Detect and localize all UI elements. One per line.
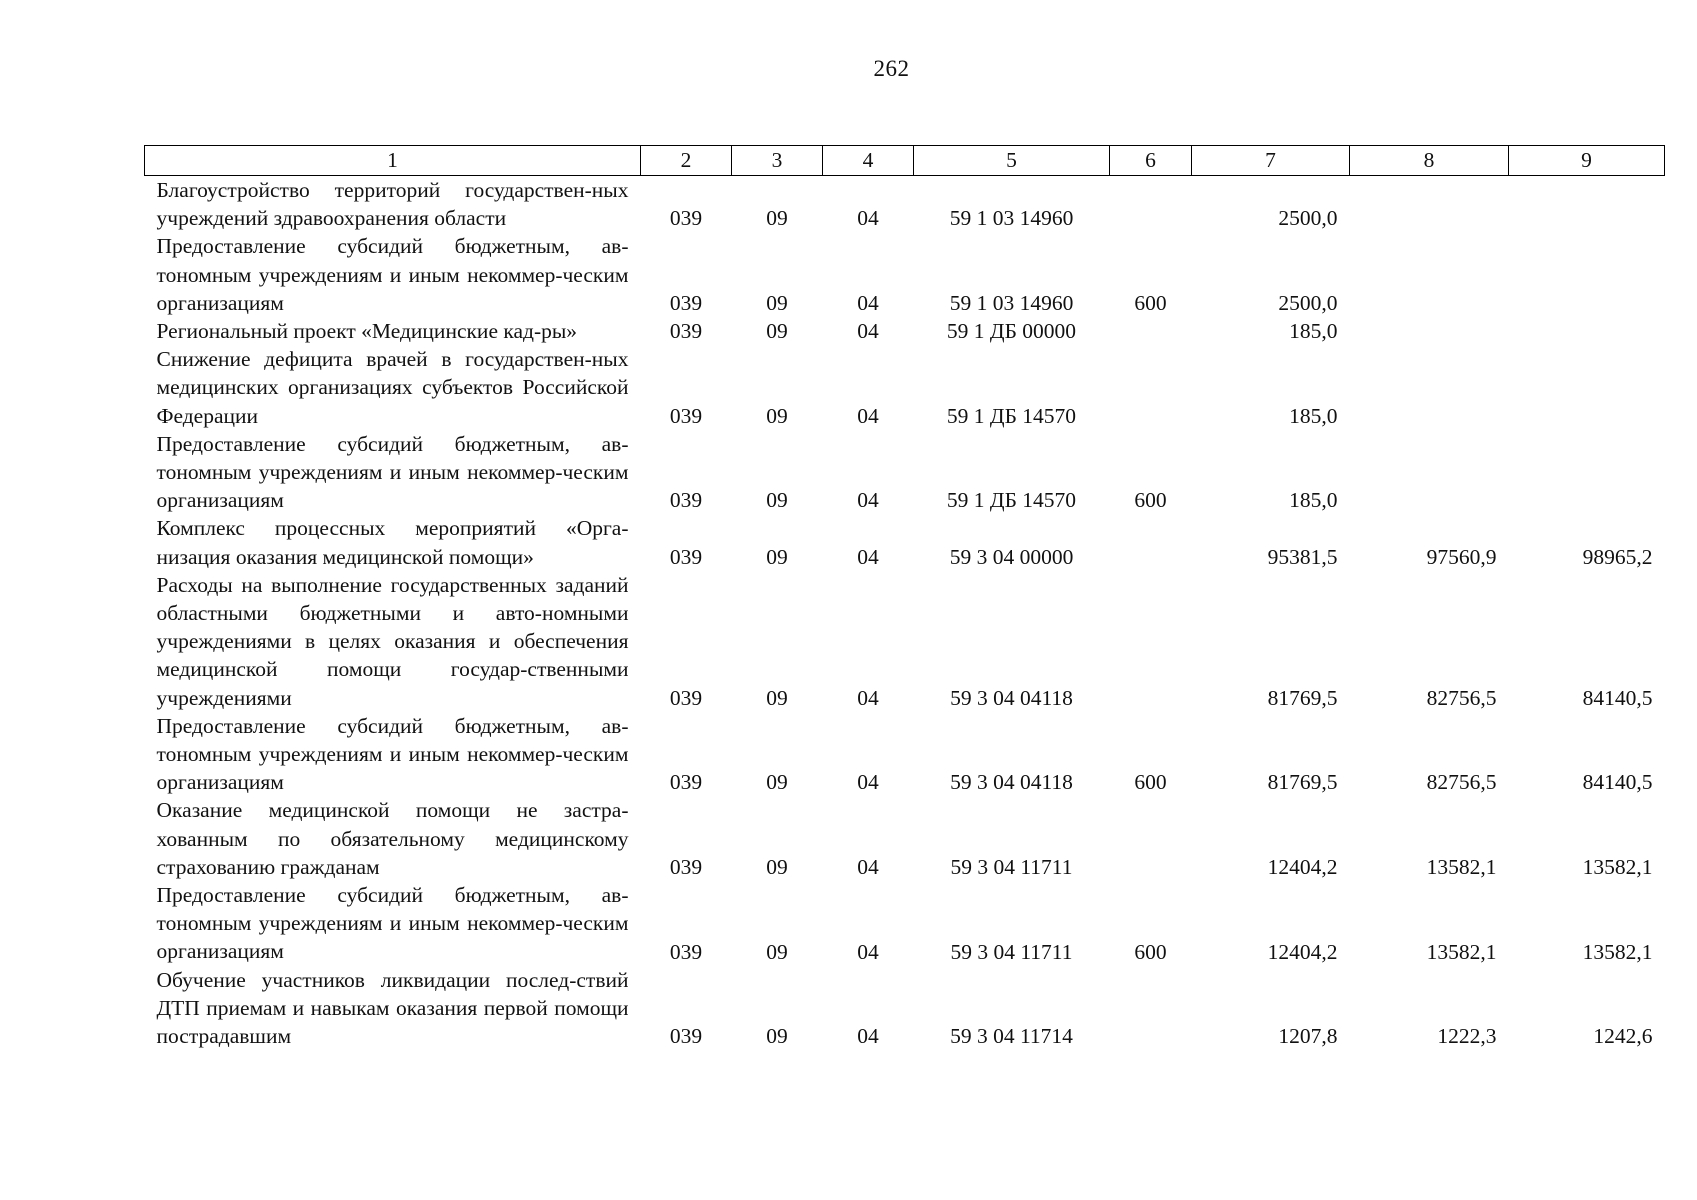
- table-row: [145, 430, 1665, 515]
- ministry-code: 039: [669, 939, 703, 964]
- expense-type-code: [1110, 966, 1192, 1051]
- amount-year-1: 185,0: [1289, 319, 1338, 344]
- target-article-code: 59 3 04 00000: [949, 544, 1074, 569]
- expense-type-code: 600: [1134, 770, 1167, 795]
- target-article-code: 59 3 04 11711: [950, 939, 1073, 964]
- section-code: 09: [766, 544, 788, 569]
- expense-type-code: 600: [1134, 291, 1167, 316]
- amount-year-3: 13582,1: [1582, 855, 1653, 880]
- table-row: [145, 796, 1665, 881]
- table-row: [145, 514, 1665, 570]
- amount-year-1: 81769,5: [1267, 685, 1338, 710]
- ministry-code: 039: [669, 319, 703, 344]
- amount-year-3: 84140,5: [1582, 685, 1653, 710]
- amount-year-2: [1350, 176, 1509, 233]
- amount-year-2: 13582,1: [1426, 939, 1497, 964]
- table-row: [145, 571, 1665, 712]
- ministry-code: 039: [669, 1024, 703, 1049]
- amount-year-1: 95381,5: [1267, 544, 1338, 569]
- amount-year-1: 2500,0: [1278, 206, 1338, 231]
- target-article-code: 59 1 ДБ 14570: [946, 488, 1077, 513]
- column-header-5: 5: [914, 146, 1110, 176]
- expense-type-code: [1110, 571, 1192, 712]
- expense-name: Обучение участников ликвидации послед-ствий ДТП приемам и навыкам оказания первой помощи пострадавшим: [156, 967, 629, 1049]
- table-row: [145, 232, 1665, 317]
- amount-year-2: [1350, 430, 1509, 515]
- target-article-code: 59 1 03 14960: [949, 291, 1074, 316]
- ministry-code: 039: [669, 855, 703, 880]
- table-row: [145, 317, 1665, 345]
- amount-year-3: 13582,1: [1582, 939, 1653, 964]
- section-code: 09: [766, 855, 788, 880]
- subsection-code: 04: [857, 939, 879, 964]
- expense-name: Комплекс процессных мероприятий «Орга-низация оказания медицинской помощи»: [156, 516, 629, 569]
- expense-type-code: [1110, 796, 1192, 881]
- amount-year-3: [1509, 232, 1665, 317]
- target-article-code: 59 1 ДБ 14570: [946, 403, 1077, 428]
- table-row: [145, 345, 1665, 430]
- column-header-4: 4: [823, 146, 914, 176]
- section-code: 09: [766, 291, 788, 316]
- expense-type-code: 600: [1134, 939, 1167, 964]
- table-row: [145, 712, 1665, 797]
- subsection-code: 04: [857, 685, 879, 710]
- section-code: 09: [766, 488, 788, 513]
- amount-year-3: [1509, 345, 1665, 430]
- expense-name: Предоставление субсидий бюджетным, ав-тономным учреждениям и иным некоммер-ческим организациям: [156, 431, 629, 513]
- expense-name: Расходы на выполнение государственных заданий областными бюджетными и авто-номными учреждениями в целях оказания и обеспечения медицинской помощи государ-ственными учреждениями: [156, 572, 629, 710]
- column-header-3: 3: [732, 146, 823, 176]
- amount-year-1: 81769,5: [1267, 770, 1338, 795]
- target-article-code: 59 1 03 14960: [949, 206, 1074, 231]
- table-row: [145, 966, 1665, 1051]
- expense-name: Предоставление субсидий бюджетным, ав-тономным учреждениям и иным некоммер-ческим организациям: [156, 713, 629, 795]
- expense-name: Благоустройство территорий государствен-ных учреждений здравоохранения области: [156, 178, 629, 231]
- amount-year-1: 12404,2: [1267, 855, 1338, 880]
- table-body: [145, 176, 1665, 1051]
- section-code: 09: [766, 685, 788, 710]
- subsection-code: 04: [857, 291, 879, 316]
- section-code: 09: [766, 939, 788, 964]
- budget-table: [144, 145, 1665, 1050]
- subsection-code: 04: [857, 206, 879, 231]
- amount-year-2: [1350, 232, 1509, 317]
- target-article-code: 59 3 04 04118: [950, 685, 1073, 710]
- amount-year-2: 13582,1: [1426, 855, 1497, 880]
- section-code: 09: [766, 770, 788, 795]
- column-header-8: 8: [1350, 146, 1509, 176]
- table-row: [145, 176, 1665, 233]
- ministry-code: 039: [669, 488, 703, 513]
- expense-name: Предоставление субсидий бюджетным, ав-тономным учреждениям и иным некоммер-ческим организациям: [156, 234, 629, 315]
- target-article-code: 59 3 04 11711: [950, 855, 1073, 880]
- ministry-code: 039: [669, 403, 703, 428]
- column-header-6: 6: [1110, 146, 1192, 176]
- amount-year-3: [1509, 317, 1665, 345]
- column-number-header-row: [145, 146, 1665, 176]
- expense-type-code: 600: [1134, 488, 1167, 513]
- expense-name: Региональный проект «Медицинские кад-ры»: [156, 319, 578, 344]
- ministry-code: 039: [669, 685, 703, 710]
- amount-year-1: 12404,2: [1267, 939, 1338, 964]
- subsection-code: 04: [857, 488, 879, 513]
- amount-year-3: 1242,6: [1593, 1024, 1653, 1049]
- column-header-7: 7: [1192, 146, 1350, 176]
- amount-year-2: 82756,5: [1426, 770, 1497, 795]
- expense-name: Снижение дефицита врачей в государствен-ных медицинских организациях субъектов Российской Федерации: [156, 347, 629, 428]
- expense-type-code: [1110, 317, 1192, 345]
- column-header-1: 1: [145, 146, 641, 176]
- amount-year-1: 185,0: [1289, 488, 1338, 513]
- amount-year-1: 2500,0: [1278, 291, 1338, 316]
- expense-type-code: [1110, 345, 1192, 430]
- ministry-code: 039: [669, 291, 703, 316]
- expense-type-code: [1110, 514, 1192, 570]
- table-row: [145, 881, 1665, 966]
- expense-name: Оказание медицинской помощи не застра-хованным по обязательному медицинскому страхованию гражданам: [156, 798, 629, 879]
- ministry-code: 039: [669, 770, 703, 795]
- page-number: 262: [873, 56, 910, 81]
- target-article-code: 59 3 04 11714: [950, 1024, 1073, 1049]
- amount-year-1: 1207,8: [1278, 1024, 1338, 1049]
- amount-year-1: 185,0: [1289, 403, 1338, 428]
- amount-year-2: [1350, 317, 1509, 345]
- ministry-code: 039: [669, 206, 703, 231]
- column-header-2: 2: [641, 146, 732, 176]
- amount-year-2: [1350, 345, 1509, 430]
- amount-year-2: 1222,3: [1437, 1024, 1497, 1049]
- target-article-code: 59 3 04 04118: [950, 770, 1073, 795]
- subsection-code: 04: [857, 770, 879, 795]
- target-article-code: 59 1 ДБ 00000: [946, 319, 1077, 344]
- ministry-code: 039: [669, 544, 703, 569]
- section-code: 09: [766, 206, 788, 231]
- subsection-code: 04: [857, 544, 879, 569]
- subsection-code: 04: [857, 1024, 879, 1049]
- amount-year-2: 82756,5: [1426, 685, 1497, 710]
- column-header-9: 9: [1509, 146, 1665, 176]
- amount-year-3: [1509, 430, 1665, 515]
- amount-year-3: 84140,5: [1582, 770, 1653, 795]
- section-code: 09: [766, 319, 788, 344]
- amount-year-2: 97560,9: [1426, 544, 1497, 569]
- section-code: 09: [766, 403, 788, 428]
- subsection-code: 04: [857, 319, 879, 344]
- section-code: 09: [766, 1024, 788, 1049]
- expense-type-code: [1110, 176, 1192, 233]
- amount-year-3: 98965,2: [1582, 544, 1653, 569]
- amount-year-3: [1509, 176, 1665, 233]
- subsection-code: 04: [857, 855, 879, 880]
- subsection-code: 04: [857, 403, 879, 428]
- expense-name: Предоставление субсидий бюджетным, ав-тономным учреждениям и иным некоммер-ческим организациям: [156, 883, 629, 964]
